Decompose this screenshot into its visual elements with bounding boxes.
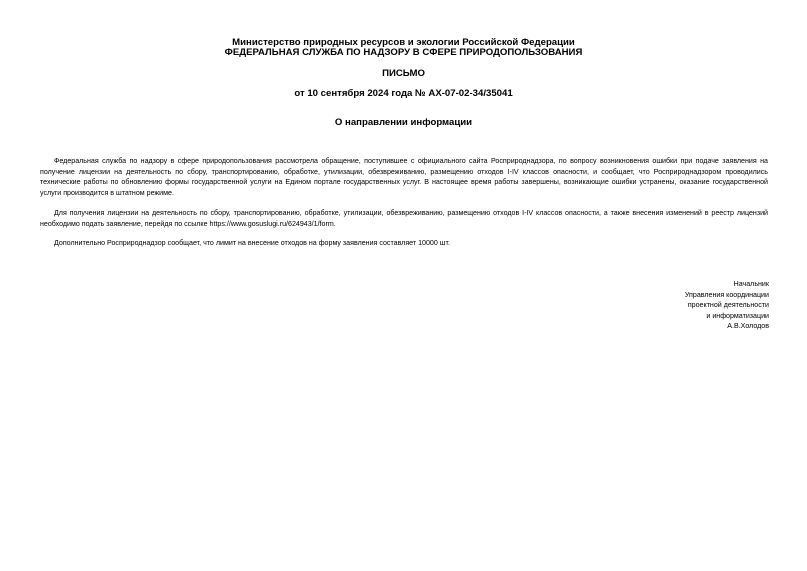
ministry-name: Министерство природных ресурсов и экологии Российской Федерации [232, 37, 575, 48]
paragraph-2: Для получения лицензии на деятельность по сбору, транспортированию, обработке, утилизации, обезвреживанию, размещению отходов I-IV классов опасности, а также внесения изменений в реестр лицензий необходимо подать заявление, перейдя по ссылке https://www.gosuslugi.ru/624943/1/form. [40, 209, 768, 228]
paragraph-1: Федеральная служба по надзору в сфере природопользования рассмотрела обращение, поступившее с официального сайта Росприроднадзора, по вопросу возникновения ошибки при подаче заявления на получение лицензии на деятельность по сбору, транспортированию, обработке, утилизации, обезвреживанию, размещению отходов I-IV классов опасности, и сообщает, что Росприроднадзором проводились технические работы по обновлению формы государственной услуги на Едином портале государственных услуг. В настоящее время работы завершены, возникающие ошибки устранены, оказание государственной услуги производится в штатном режиме. [40, 157, 768, 197]
signature-department-2: проектной деятельности [687, 301, 769, 309]
signatory-name: А.В.Холодов [727, 322, 769, 330]
signature-department-3: и информатизации [706, 311, 769, 320]
document-date-number: от 10 сентября 2024 года № АХ-07-02-34/35041 [294, 88, 513, 99]
service-name: ФЕДЕРАЛЬНАЯ СЛУЖБА ПО НАДЗОРУ В СФЕРЕ ПРИРОДОПОЛЬЗОВАНИЯ [224, 47, 583, 58]
signature-position: Начальник [733, 280, 769, 288]
document-subject: О направлении информации [334, 117, 473, 128]
signature-department-1: Управления координации [684, 290, 769, 299]
signature-block [589, 279, 769, 332]
paragraph-3: Дополнительно Росприроднадзор сообщает, что лимит на внесение отходов на форму заявления составляет 10000 шт. [54, 239, 450, 247]
document-type: ПИСЬМО [382, 68, 425, 79]
